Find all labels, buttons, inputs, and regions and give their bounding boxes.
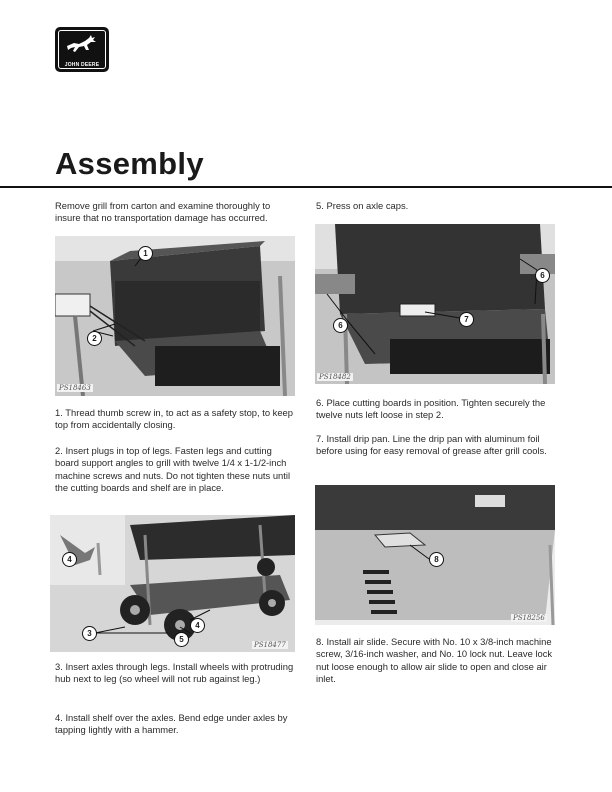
page-title: Assembly <box>55 146 204 181</box>
step-number: 3. <box>55 661 63 672</box>
step-8 <box>316 636 556 686</box>
step-number: 5. <box>316 200 324 211</box>
callout-4: 4 <box>190 618 205 633</box>
step-text: Thread thumb screw in, to act as a safety stop, to keep top from accidentally closing. <box>55 407 293 431</box>
callout-7: 7 <box>459 312 474 327</box>
step-5 <box>316 200 556 212</box>
title-rule <box>0 186 612 188</box>
step-number: 1. <box>55 407 63 418</box>
step-1 <box>55 407 295 432</box>
callout-6: 6 <box>535 268 550 283</box>
step-text: Insert axles through legs. Install wheels with protruding hub next to leg (so wheel will not rub against leg.) <box>55 661 294 685</box>
step-7 <box>316 433 556 458</box>
intro-paragraph: Remove grill from carton and examine thoroughly to insure that no transportation damage has occurred. <box>55 200 271 224</box>
figure-code: PS18482 <box>319 373 351 381</box>
callout-4: 4 <box>62 552 77 567</box>
step-number: 7. <box>316 433 324 444</box>
step-text: Insert plugs in top of legs. Fasten legs and cutting board support angles to grill with twelve 1/4 x 1-1/2-inch machine screws and nuts. Do not tighten these nuts until the cutting boards and shelf are in place. <box>55 445 291 494</box>
callout-2: 2 <box>87 331 102 346</box>
step-text: Install drip pan. Line the drip pan with aluminum foil before using for easy removal of grease after grill cools. <box>316 433 547 457</box>
step-3 <box>55 661 295 686</box>
callout-1: 1 <box>138 246 153 261</box>
step-number: 4. <box>55 712 63 723</box>
step-2 <box>55 445 295 495</box>
step-4 <box>55 712 295 737</box>
figure-cutting-boards <box>315 224 555 384</box>
callout-3: 3 <box>82 626 97 641</box>
step-number: 8. <box>316 636 324 647</box>
step-number: 2. <box>55 445 63 456</box>
step-text: Install shelf over the axles. Bend edge under axles by tapping lightly with a hammer. <box>55 712 288 736</box>
callout-5: 5 <box>174 632 189 647</box>
figure-wheels-shelf <box>50 515 295 652</box>
figure-code: PS18477 <box>254 641 286 649</box>
figure-grill-top <box>55 236 295 396</box>
john-deere-logo <box>55 27 109 72</box>
figure-code: PS18463 <box>59 384 91 392</box>
grill-top-illustration <box>55 236 295 396</box>
figure-air-slide <box>315 485 555 625</box>
step-number: 6. <box>316 397 324 408</box>
step-text: Press on axle caps. <box>326 200 409 211</box>
logo-brand-text: JOHN DEERE <box>64 62 100 68</box>
leaping-deer-icon <box>65 34 99 54</box>
callout-6: 6 <box>333 318 348 333</box>
cutting-boards-illustration <box>315 224 555 384</box>
step-text: Install air slide. Secure with No. 10 x 3/8-inch machine screw, 3/16-inch washer, and No. 10 lock nut. Leave lock nut loose enough to allow air slide to open and close air inlet. <box>316 636 553 685</box>
step-text: Place cutting boards in position. Tighten securely the twelve nuts left loose in step 2. <box>316 397 546 421</box>
step-6 <box>316 397 556 422</box>
figure-code: PS18256 <box>513 614 545 622</box>
callout-8: 8 <box>429 552 444 567</box>
